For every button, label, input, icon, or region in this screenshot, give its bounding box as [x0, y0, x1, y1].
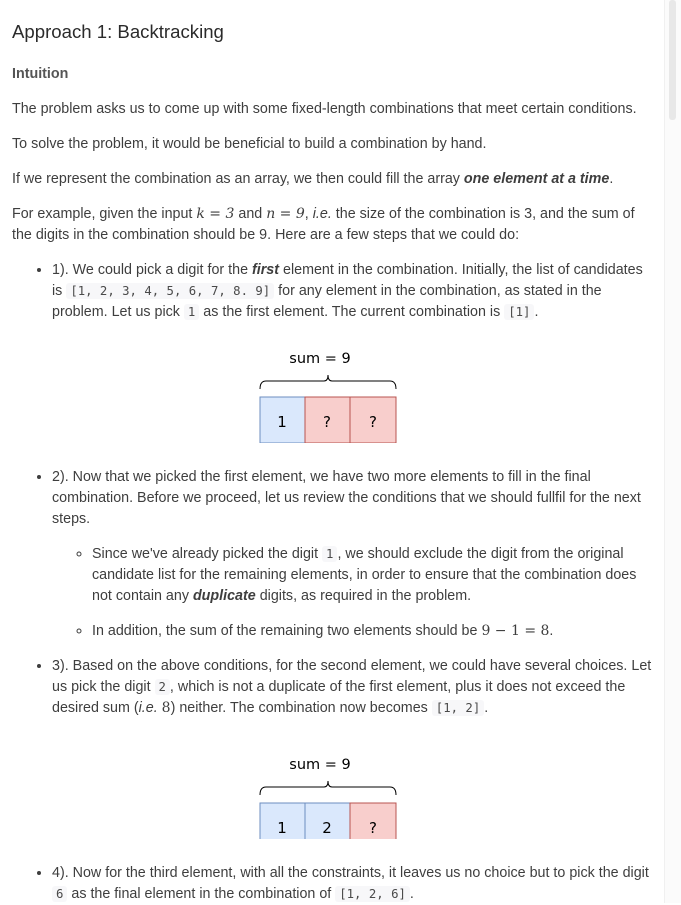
article-content — [12, 0, 652, 905]
list-item-sub-2: ◦ In addition, the sum of the remaining two elements should be 9 − 1 = 8. — [92, 621, 652, 642]
scrollbar-thumb[interactable] — [669, 0, 676, 120]
math-n: n = 9 — [266, 206, 305, 222]
combination-figure-2 — [52, 719, 652, 839]
paragraph-2: To solve the problem, it would be beneficial to build a combination by hand. — [12, 136, 487, 152]
emphasis-text: one element at a time — [463, 171, 610, 187]
combination-figure-1 — [52, 323, 652, 443]
cell-3-label: ? — [369, 819, 377, 837]
sum-label: sum = 9 — [289, 757, 351, 773]
list-item-sub-1: ◦ Since we've already picked the digit 1 , we should exclude the digit from the original candidate list for the remaining elements, in order to ensure that the combination does not contain any duplicate digits, as required in the problem. — [92, 544, 652, 607]
scrollbar-track[interactable] — [664, 0, 681, 903]
math-k: k = 3 — [196, 206, 235, 222]
code-combination: [1] — [504, 304, 534, 320]
curly-brace — [260, 781, 396, 795]
list-item-step-2: • 2). Now that we picked the first element, we have two more elements to fill in the final combination. Before we proceed, let us review the conditions that we should fullfil for the next steps. ◦ Since we've already picked the digit 1 , we should exclude the digit from the original candidate list for the remaining elements, in order to ensure that the combination does not contain any duplicate digits, as required in the problem. ◦ In addition, the sum of the remaining two elements should be 9 − 1 = 8. — [52, 467, 652, 642]
paragraph-3: If we represent the combination as an array, we then could fill the array one element at a time. — [12, 171, 614, 187]
list-item-step-3: • 3). Based on the above conditions, for the second element, we could have several choices. Let us pick the digit 2 , which is not a duplicate of the first element, plus it does not exceed the desired sum (i.e. 8) neither. The combination now becomes [1, 2] . sum = 9 1 2 ? — [52, 656, 652, 839]
page-title: Approach 1: Backtracking — [12, 21, 224, 42]
intuition-heading: Intuition — [12, 66, 69, 82]
cell-1-label: 1 — [277, 819, 287, 837]
sub-list — [52, 544, 652, 642]
paragraph-1: The problem asks us to come up with some fixed-length combinations that meet certain conditions. — [12, 101, 637, 117]
code-digit: 1 — [184, 304, 199, 320]
list-item-step-4: • 4). Now for the third element, with all the constraints, it leaves us no choice but to pick the digit 6 as the final element in the combination of [1, 2, 6] . — [52, 863, 652, 905]
cell-1-label: 1 — [277, 413, 287, 431]
sum-label: sum = 9 — [289, 351, 351, 367]
curly-brace — [260, 375, 396, 389]
math-expression: 9 − 1 = 8 — [481, 623, 550, 639]
cell-2-label: 2 — [322, 819, 332, 837]
cell-3-label: ? — [369, 413, 377, 431]
cell-2-label: ? — [323, 413, 331, 431]
paragraph-4: For example, given the input k = 3 and n = 9, i.e. the size of the combination is 3, and the sum of the digits in the combination should be 9. Here are a few steps that we could do: — [12, 206, 635, 243]
list-item-step-1: • 1). We could pick a digit for the first element in the combination. Initially, the list of candidates is [1, 2, 3, 4, 5, 6, 7, 8. 9] for any element in the combination, as stated in the problem. Let us pick 1 as the first element. The current combination is [1] . sum = 9 1 ? ? — [52, 260, 652, 443]
steps-list — [12, 260, 652, 905]
code-candidates: [1, 2, 3, 4, 5, 6, 7, 8. 9] — [66, 283, 274, 299]
